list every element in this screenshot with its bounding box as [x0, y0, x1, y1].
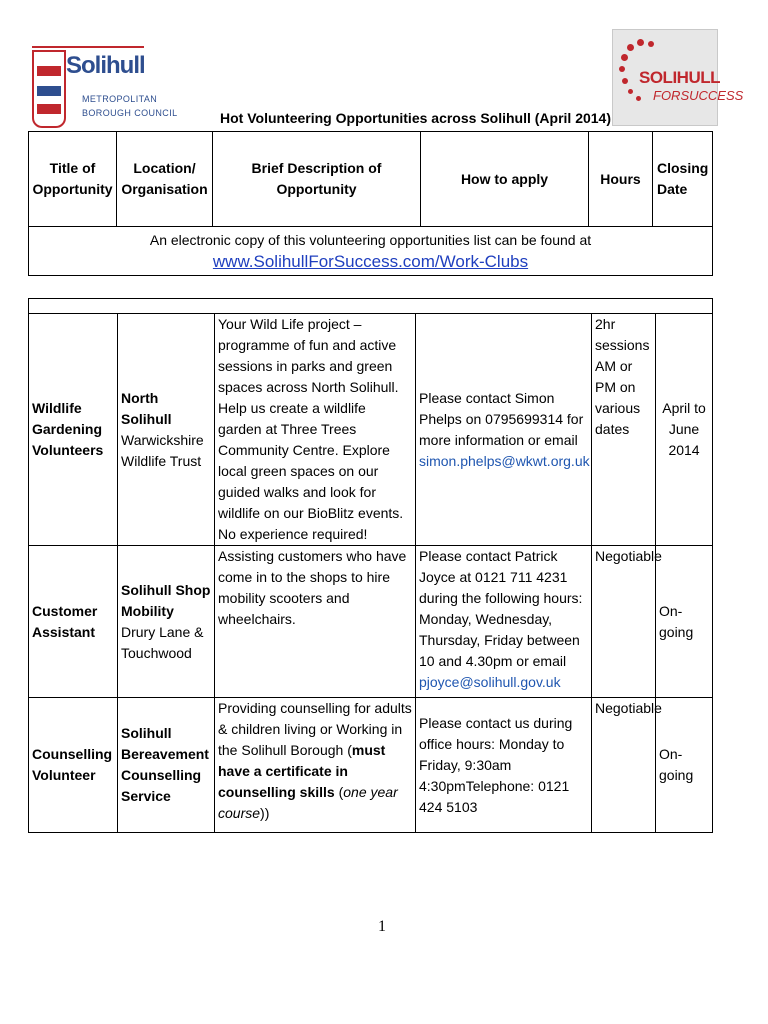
table-row	[29, 698, 713, 833]
logo-rule	[32, 46, 144, 48]
logo-line-1: METROPOLITAN	[82, 94, 158, 104]
apply-email-link[interactable]: simon.phelps@wkwt.org.uk	[419, 452, 590, 469]
opportunity-location	[118, 314, 215, 546]
apply-email-link[interactable]: pjoyce@solihull.gov.uk	[419, 674, 561, 690]
crest-icon	[32, 50, 66, 128]
opportunity-description: Assisting customers who have come in to the shops to hire mobility scooters and wheelchairs.	[215, 546, 416, 698]
description-course-note: one year course	[218, 784, 398, 821]
solihull-for-success-logo	[612, 29, 744, 126]
logo-wordmark: Solihull	[66, 52, 145, 79]
apply-text: Please contact Patrick Joyce at 0121 711 4231 during the following hours: Monday, Wednesday, Thursday, Friday between 10 and 4.30pm or email	[419, 548, 583, 669]
opportunity-closing: On-going	[656, 546, 713, 698]
table-row	[29, 314, 713, 546]
apply-text: Please contact Simon Phelps on 0795699314 for more information or email	[419, 389, 584, 448]
opportunity-hours: Negotiable	[592, 698, 656, 833]
column-header-apply: How to apply	[421, 132, 589, 227]
opportunity-description: Providing counselling for adults & children living or Working in the Solihull Borough (must have a certificate in counselling skills (one year course))	[215, 698, 416, 833]
location-detail: Warwickshire Wildlife Trust	[121, 431, 204, 469]
location-name: Solihull Bereavement Counselling Service	[121, 725, 209, 804]
work-clubs-link[interactable]: www.SolihullForSuccess.com/Work-Clubs	[212, 251, 529, 271]
logo-word-forsuccess: FORSUCCESS	[653, 88, 744, 103]
logo-word-solihull: SOLIHULL	[639, 68, 720, 87]
table-row	[29, 546, 713, 698]
document-title: Hot Volunteering Opportunities across Solihull (April 2014)	[220, 110, 612, 126]
page-number: 1	[378, 918, 386, 935]
column-header-closing: Closing Date	[653, 132, 713, 227]
location-name: Solihull Shop Mobility	[121, 581, 211, 619]
opportunity-apply	[416, 314, 592, 546]
opportunities-table	[28, 298, 713, 833]
solihull-council-logo	[32, 46, 178, 126]
header-table	[28, 131, 713, 276]
opportunity-hours: 2hr sessions AM or PM on various dates	[592, 314, 656, 546]
opportunity-closing: On-going	[656, 698, 713, 833]
opportunity-title: Counselling Volunteer	[29, 698, 118, 833]
opportunity-description: Your Wild Life project – programme of fun and active sessions in parks and green spaces across North Solihull. Help us create a wildlife garden at Three Trees Community Centre. Explore local green spaces on our guided walks and look for wildlife on our BioBlitz events. No experience required!	[215, 314, 416, 546]
opportunity-title: Wildlife Gardening Volunteers	[29, 314, 118, 546]
opportunity-location	[118, 698, 215, 833]
opportunity-apply	[416, 546, 592, 698]
location-detail: Drury Lane & Touchwood	[121, 623, 204, 661]
online-copy-note	[29, 227, 713, 276]
location-name: North Solihull	[121, 389, 172, 427]
column-header-location: Location/ Organisation	[117, 132, 213, 227]
table-spacer-row	[29, 299, 713, 314]
opportunity-title: Customer Assistant	[29, 546, 118, 698]
column-header-title: Title of Opportunity	[29, 132, 117, 227]
description-requirement: must have a certificate in counselling skills	[218, 742, 386, 800]
opportunity-apply: Please contact us during office hours: Monday to Friday, 9:30am 4:30pmTelephone: 0121 424 5103	[416, 698, 592, 833]
opportunity-hours: Negotiable	[592, 546, 656, 698]
column-header-hours: Hours	[589, 132, 653, 227]
opportunity-location	[118, 546, 215, 698]
column-header-description: Brief Description of Opportunity	[213, 132, 421, 227]
logo-line-2: BOROUGH COUNCIL	[82, 108, 178, 118]
opportunity-closing: April to June 2014	[656, 314, 713, 546]
description-text: Providing counselling for adults & children living or Working in the Solihull Borough (	[218, 700, 412, 758]
note-text: An electronic copy of this volunteering opportunities list can be found at	[149, 231, 592, 248]
